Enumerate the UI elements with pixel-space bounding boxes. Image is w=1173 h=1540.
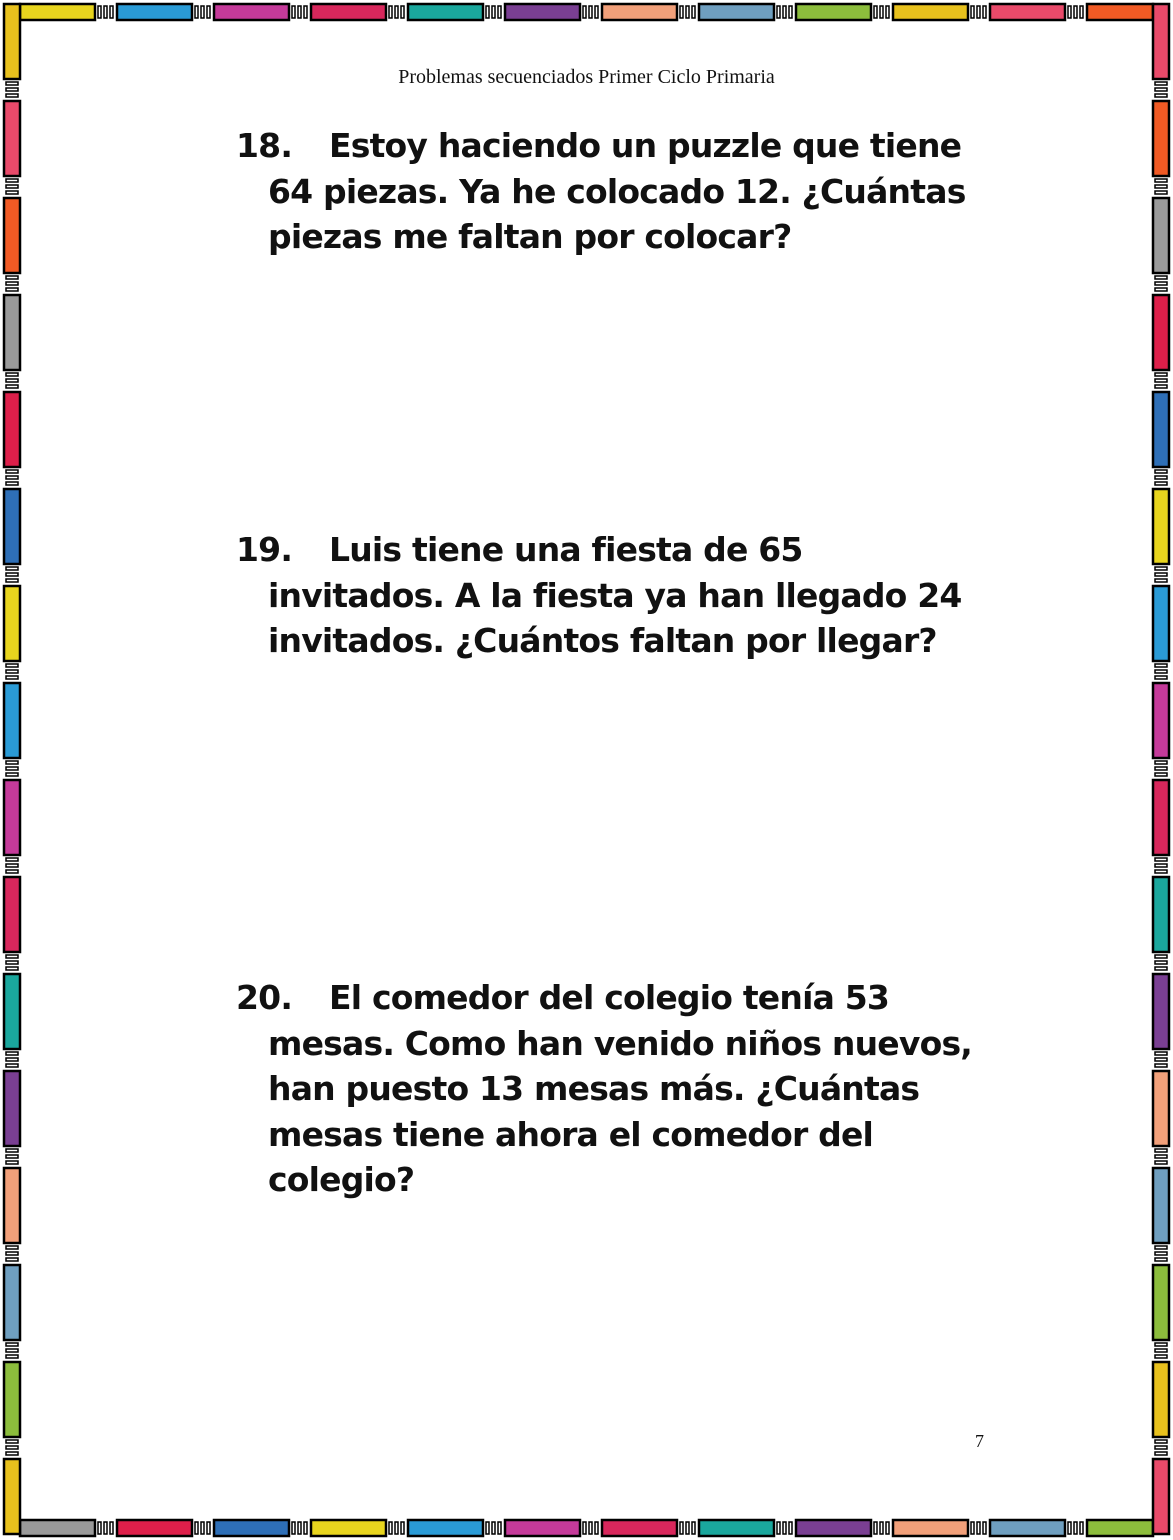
border-tick [1155, 94, 1167, 97]
problem-text: mesas tiene ahora el comedor del [268, 1114, 874, 1154]
border-tick [1155, 1446, 1167, 1449]
border-segment [4, 683, 20, 758]
border-tick [983, 6, 986, 18]
border-tick [874, 1522, 877, 1534]
border-tick [1155, 664, 1167, 667]
border-segment [699, 1520, 774, 1536]
border-tick [98, 1522, 101, 1534]
border-tick [6, 1440, 18, 1443]
border-segment [214, 4, 289, 20]
border-tick [777, 6, 780, 18]
border-tick [1155, 1064, 1167, 1067]
border-tick [1155, 379, 1167, 382]
border-tick [110, 6, 113, 18]
border-tick [292, 1522, 295, 1534]
border-tick [1155, 1252, 1167, 1255]
problem-text: invitados. A la fiesta ya han llegado 24 [268, 575, 962, 615]
border-tick [789, 1522, 792, 1534]
border-tick [6, 864, 18, 867]
border-tick [1068, 6, 1071, 18]
border-segment [505, 1520, 580, 1536]
border-tick [971, 6, 974, 18]
border-tick [6, 476, 18, 479]
border-tick [6, 1064, 18, 1067]
border-tick [1068, 1522, 1071, 1534]
border-tick [1155, 870, 1167, 873]
page-number: 7 [975, 1431, 984, 1451]
border-segment [1153, 489, 1169, 564]
border-tick [395, 6, 398, 18]
border-segment [117, 1520, 192, 1536]
problem-text: El comedor del colegio tenía 53 [329, 978, 890, 1017]
border-tick [1155, 579, 1167, 582]
border-tick [583, 6, 586, 18]
border-tick [6, 185, 18, 188]
border-tick [292, 6, 295, 18]
border-segment [4, 392, 20, 467]
border-tick [880, 1522, 883, 1534]
border-tick [1155, 1246, 1167, 1249]
border-segment [1153, 295, 1169, 370]
problem-text: colegio? [268, 1160, 415, 1199]
border-tick [201, 6, 204, 18]
border-tick [1080, 1522, 1083, 1534]
border-tick [492, 1522, 495, 1534]
border-tick [6, 1058, 18, 1061]
border-tick [1155, 282, 1167, 285]
border-tick [1155, 1149, 1167, 1152]
border-tick [104, 6, 107, 18]
border-segment [505, 4, 580, 20]
border-tick [6, 1155, 18, 1158]
border-tick [201, 1522, 204, 1534]
border-segment [602, 1520, 677, 1536]
border-segment [1153, 101, 1169, 176]
border-tick [583, 1522, 586, 1534]
border-tick [1155, 858, 1167, 861]
border-tick [1155, 864, 1167, 867]
border-tick [1155, 773, 1167, 776]
problem-19 [236, 527, 962, 664]
border-tick [207, 1522, 210, 1534]
border-tick [498, 1522, 501, 1534]
border-tick [1074, 1522, 1077, 1534]
border-tick [401, 6, 404, 18]
border-tick [6, 858, 18, 861]
border-tick [1155, 385, 1167, 388]
border-segment [1153, 974, 1169, 1049]
border-segment [4, 1265, 20, 1340]
border-tick [1155, 676, 1167, 679]
border-tick [686, 1522, 689, 1534]
border-tick [6, 567, 18, 570]
border-tick [1155, 1258, 1167, 1261]
border-tick [1155, 761, 1167, 764]
border-tick [6, 1452, 18, 1455]
border-segment [117, 4, 192, 20]
border-tick [880, 6, 883, 18]
border-tick [6, 282, 18, 285]
border-segment [4, 489, 20, 564]
border-tick [1155, 288, 1167, 291]
border-segment [1153, 392, 1169, 467]
problem-number: 19. [236, 530, 293, 569]
border-tick [595, 6, 598, 18]
problem-20 [236, 975, 973, 1203]
border-segment [4, 974, 20, 1049]
border-tick [6, 1258, 18, 1261]
border-tick [6, 1252, 18, 1255]
border-tick [104, 1522, 107, 1534]
border-tick [1155, 955, 1167, 958]
border-segment [990, 1520, 1065, 1536]
border-tick [971, 1522, 974, 1534]
border-tick [1155, 670, 1167, 673]
border-tick [486, 1522, 489, 1534]
border-tick [1155, 1343, 1167, 1346]
page-header: Problemas secuenciados Primer Ciclo Primaria [398, 66, 775, 88]
problem-line [236, 123, 962, 169]
border-tick [977, 6, 980, 18]
border-segment [1087, 4, 1153, 20]
border-tick [304, 1522, 307, 1534]
border-tick [1155, 373, 1167, 376]
border-segment [1087, 1520, 1153, 1536]
border-tick [6, 373, 18, 376]
border-tick [298, 6, 301, 18]
border-tick [692, 1522, 695, 1534]
border-tick [389, 1522, 392, 1534]
border-tick [977, 1522, 980, 1534]
border-tick [692, 6, 695, 18]
border-tick [983, 1522, 986, 1534]
border-tick [789, 6, 792, 18]
border-tick [589, 1522, 592, 1534]
border-tick [783, 6, 786, 18]
border-tick [783, 1522, 786, 1534]
border-segment [1153, 1168, 1169, 1243]
problem-number: 20. [236, 978, 293, 1017]
border-tick [389, 6, 392, 18]
border-tick [6, 767, 18, 770]
problem-text: piezas me faltan por colocar? [268, 217, 792, 256]
border-tick [1155, 1440, 1167, 1443]
border-segment [1153, 1071, 1169, 1146]
border-segment [1153, 1265, 1169, 1340]
border-tick [1155, 470, 1167, 473]
border-tick [686, 6, 689, 18]
border-segment [4, 101, 20, 176]
border-segment [408, 4, 483, 20]
border-tick [6, 870, 18, 873]
border-tick [6, 470, 18, 473]
border-tick [1155, 482, 1167, 485]
border-segment [602, 4, 677, 20]
border-tick [1155, 767, 1167, 770]
border-tick [1155, 967, 1167, 970]
border-tick [886, 6, 889, 18]
border-segment [4, 1362, 20, 1437]
border-tick [1155, 476, 1167, 479]
problem-text: Estoy haciendo un puzzle que tiene [329, 126, 962, 165]
border-tick [6, 573, 18, 576]
border-tick [6, 1446, 18, 1449]
border-tick [6, 191, 18, 194]
border-tick [486, 6, 489, 18]
border-tick [6, 482, 18, 485]
border-tick [492, 6, 495, 18]
problem-text: 64 piezas. Ya he colocado 12. ¿Cuántas [268, 171, 966, 211]
border-tick [1155, 573, 1167, 576]
border-segment [699, 4, 774, 20]
border-tick [1155, 1161, 1167, 1164]
border-segment [1153, 683, 1169, 758]
border-segment [1153, 586, 1169, 661]
border-tick [6, 1149, 18, 1152]
border-segment [893, 4, 968, 20]
border-tick [874, 6, 877, 18]
problem-line [236, 975, 956, 1021]
border-tick [6, 1349, 18, 1352]
border-tick [395, 1522, 398, 1534]
border-tick [680, 6, 683, 18]
border-tick [6, 955, 18, 958]
border-tick [6, 276, 18, 279]
border-segment [1153, 877, 1169, 952]
border-segment [4, 877, 20, 952]
border-tick [6, 385, 18, 388]
border-tick [401, 1522, 404, 1534]
border-tick [207, 6, 210, 18]
border-tick [777, 1522, 780, 1534]
border-tick [6, 1052, 18, 1055]
border-tick [6, 1355, 18, 1358]
border-tick [6, 94, 18, 97]
border-segment [4, 1071, 20, 1146]
border-tick [6, 579, 18, 582]
border-tick [1074, 6, 1077, 18]
border-tick [6, 179, 18, 182]
border-tick [498, 6, 501, 18]
border-tick [1155, 1355, 1167, 1358]
border-segment [796, 4, 871, 20]
border-tick [1155, 276, 1167, 279]
border-segment [4, 780, 20, 855]
border-tick [6, 379, 18, 382]
border-tick [1155, 191, 1167, 194]
border-segment [990, 4, 1065, 20]
border-segment [796, 1520, 871, 1536]
border-segment [311, 1520, 386, 1536]
border-tick [6, 670, 18, 673]
border-tick [680, 1522, 683, 1534]
border-segment [20, 4, 95, 20]
border-segment [1153, 1362, 1169, 1437]
problem-line [236, 527, 956, 573]
problem-text: Luis tiene una fiesta de 65 [329, 530, 803, 569]
problem-number: 18. [236, 126, 293, 165]
border-segment [4, 586, 20, 661]
border-segment [4, 1459, 20, 1534]
border-segment [893, 1520, 968, 1536]
border-tick [6, 967, 18, 970]
border-segment [1153, 1459, 1169, 1534]
border-tick [98, 6, 101, 18]
border-segment [20, 1520, 95, 1536]
border-tick [595, 1522, 598, 1534]
border-segment [408, 1520, 483, 1536]
border-tick [1155, 1052, 1167, 1055]
border-tick [1155, 179, 1167, 182]
border-segment [1153, 780, 1169, 855]
border-tick [6, 288, 18, 291]
border-segment [4, 198, 20, 273]
border-tick [1155, 1452, 1167, 1455]
border-tick [6, 961, 18, 964]
border-tick [1155, 185, 1167, 188]
border-segment [4, 295, 20, 370]
problem-text: invitados. ¿Cuántos faltan por llegar? [268, 621, 937, 660]
problem-text: mesas. Como han venido niños nuevos, [268, 1023, 973, 1063]
border-segment [1153, 198, 1169, 273]
border-tick [1155, 567, 1167, 570]
border-tick [6, 761, 18, 764]
border-tick [298, 1522, 301, 1534]
border-tick [1155, 1155, 1167, 1158]
border-tick [6, 773, 18, 776]
border-tick [195, 1522, 198, 1534]
border-tick [110, 1522, 113, 1534]
border-tick [195, 6, 198, 18]
border-tick [6, 1246, 18, 1249]
problem-text: han puesto 13 mesas más. ¿Cuántas [268, 1069, 920, 1108]
border-tick [6, 664, 18, 667]
border-tick [589, 6, 592, 18]
problem-18 [236, 123, 966, 260]
border-segment [214, 1520, 289, 1536]
border-tick [6, 676, 18, 679]
border-segment [311, 4, 386, 20]
border-tick [304, 6, 307, 18]
border-tick [1080, 6, 1083, 18]
border-tick [1155, 961, 1167, 964]
border-tick [886, 1522, 889, 1534]
border-tick [1155, 1058, 1167, 1061]
border-tick [6, 1343, 18, 1346]
border-tick [6, 1161, 18, 1164]
border-tick [1155, 1349, 1167, 1352]
border-segment [4, 1168, 20, 1243]
